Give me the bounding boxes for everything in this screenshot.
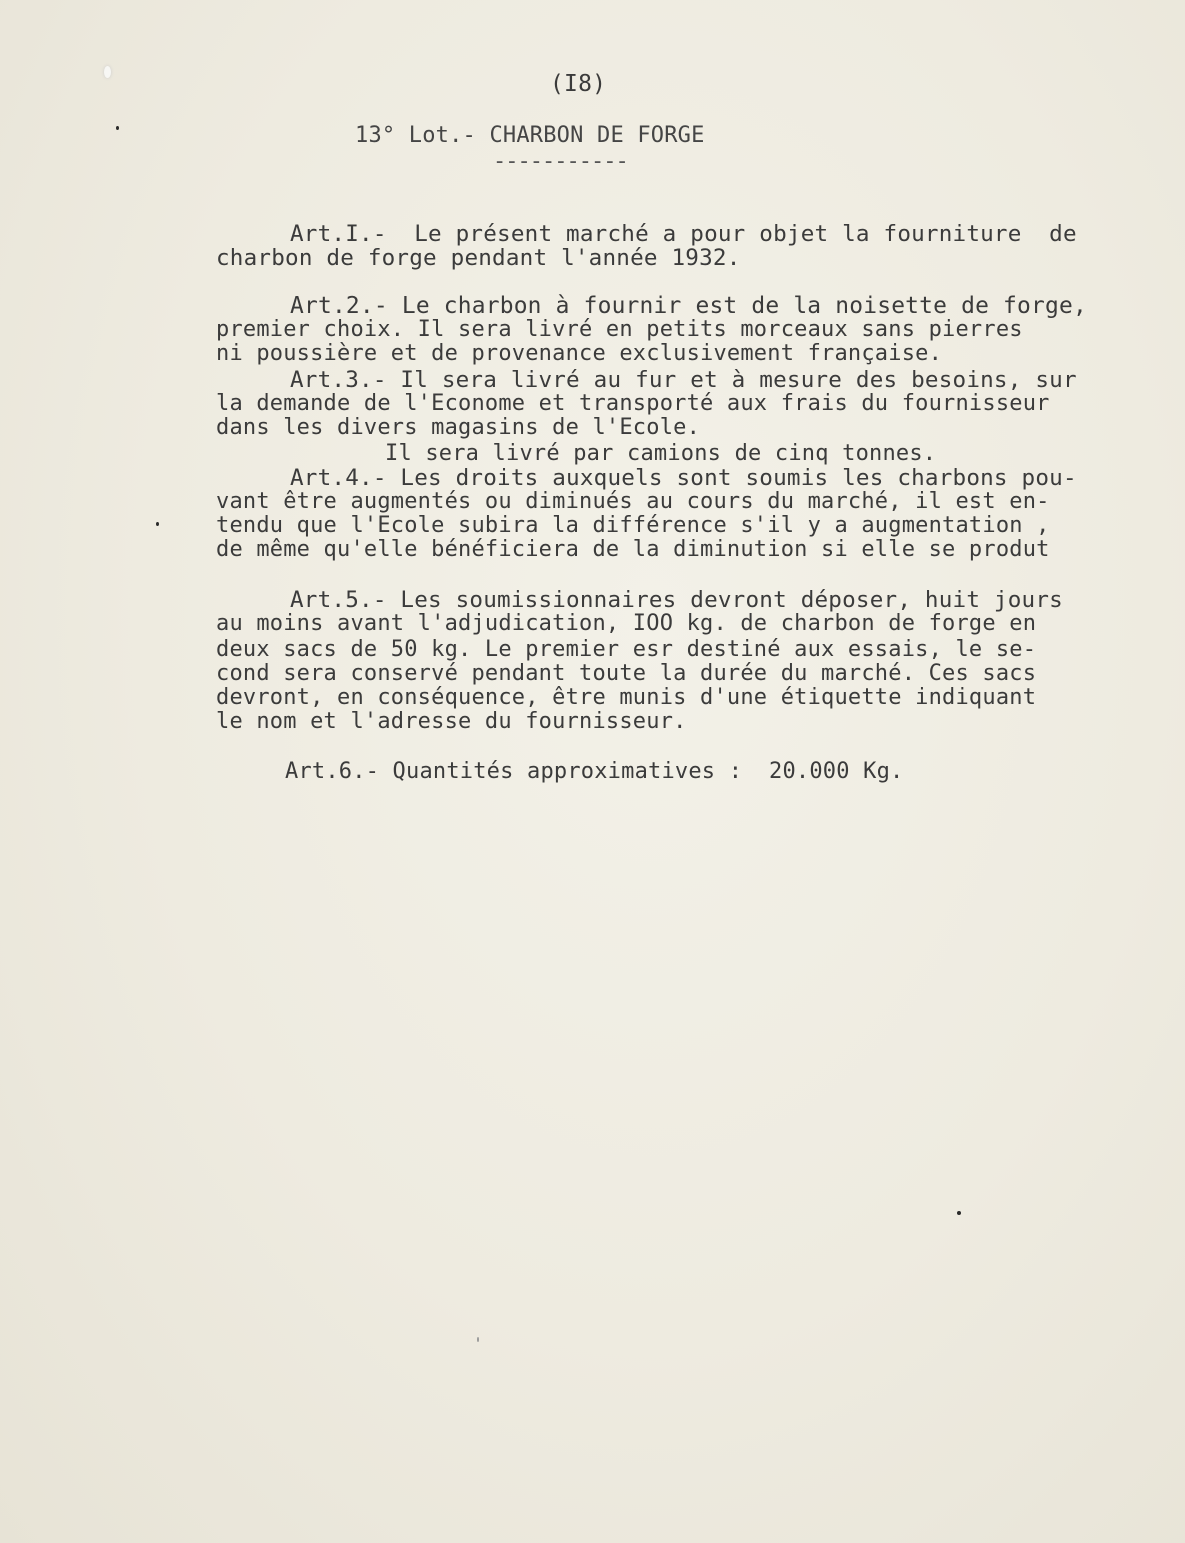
ink-speck bbox=[156, 522, 159, 526]
art-5-line-1: Art.5.- Les soumissionnaires devront déposer, huit jours bbox=[290, 587, 1063, 613]
art-3-line-4: Il sera livré par camions de cinq tonnes. bbox=[385, 441, 937, 466]
title-underline: ----------- bbox=[493, 149, 628, 174]
page-number: (I8) bbox=[550, 71, 607, 97]
lot-title: 13° Lot.- CHARBON DE FORGE bbox=[355, 123, 705, 148]
art-5-line-2: au moins avant l'adjudication, IOO kg. de charbon de forge en bbox=[216, 611, 1037, 636]
art-2-line-2: premier choix. Il sera livré en petits morceaux sans pierres bbox=[216, 317, 1023, 342]
art-5-line-3: deux sacs de 50 kg. Le premier esr destiné aux essais, le se- bbox=[216, 637, 1037, 662]
art-4-line-3: tendu que l'Ecole subira la différence s'il y a augmentation , bbox=[216, 513, 1050, 538]
art-1-line-2: charbon de forge pendant l'année 1932. bbox=[216, 245, 741, 271]
paper-speck bbox=[104, 66, 111, 78]
art-4-line-2: vant être augmentés ou diminués au cours du marché, il est en- bbox=[216, 489, 1050, 514]
art-1-line-1: Art.I.- Le présent marché a pour objet la fourniture de bbox=[290, 221, 1077, 247]
art-5-line-5: devront, en conséquence, être munis d'une étiquette indiquant bbox=[216, 685, 1037, 710]
ink-speck bbox=[957, 1211, 961, 1215]
art-5-line-4: cond sera conservé pendant toute la durée du marché. Ces sacs bbox=[216, 661, 1037, 686]
art-4-line-4: de même qu'elle bénéficiera de la diminution si elle se produt bbox=[216, 537, 1050, 562]
art-3-line-2: la demande de l'Econome et transporté aux frais du fournisseur bbox=[216, 391, 1050, 416]
art-4-line-1: Art.4.- Les droits auxquels sont soumis les charbons pou- bbox=[290, 465, 1077, 491]
art-6-line-1: Art.6.- Quantités approximatives : 20.000 Kg. bbox=[285, 759, 904, 784]
art-5-line-6: le nom et l'adresse du fournisseur. bbox=[216, 709, 687, 734]
art-2-line-1: Art.2.- Le charbon à fournir est de la noisette de forge, bbox=[290, 293, 1087, 319]
art-3-line-3: dans les divers magasins de l'Ecole. bbox=[216, 415, 701, 440]
art-3-line-1: Art.3.- Il sera livré au fur et à mesure des besoins, sur bbox=[290, 367, 1077, 393]
art-2-line-3: ni poussière et de provenance exclusivement française. bbox=[216, 341, 943, 366]
ink-speck bbox=[477, 1337, 479, 1342]
ink-speck bbox=[116, 126, 119, 130]
